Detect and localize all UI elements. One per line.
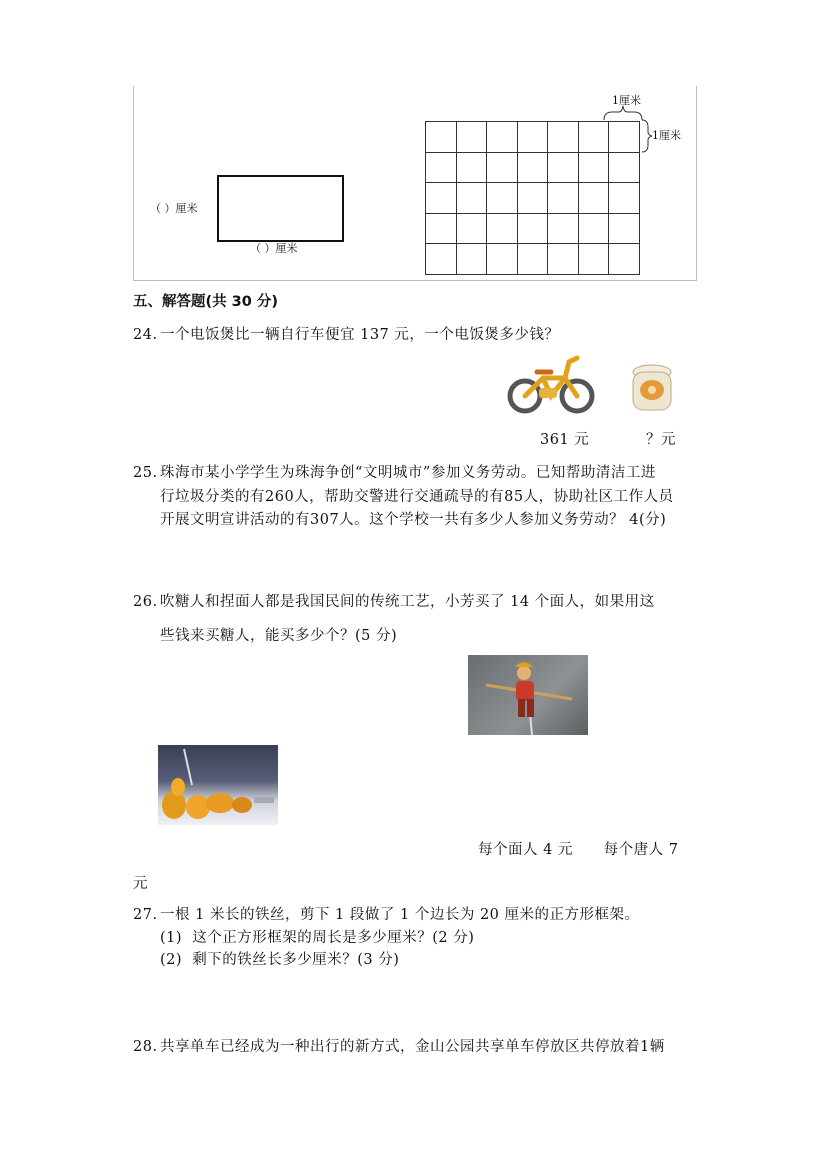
cooker-price: ？元: [646, 432, 676, 448]
q25-line1: 珠海市某小学学生为珠海争创“文明城市”参加义务劳动。已知帮助清洁工进: [160, 465, 656, 481]
q24-text: 一个电饭煲比一辆自行车便宜 137 元，一个电饭煲多少钱？: [160, 327, 560, 343]
square-grid: [425, 121, 640, 275]
q25-line3: 开展文明宣讲活动的有307人。这个学校一共有多少人参加义务劳动？ 4(分): [160, 512, 667, 528]
price-caption-wrap: 元: [133, 876, 148, 892]
q24-number: 24.: [133, 327, 158, 343]
q26-number: 26.: [133, 594, 158, 610]
q27-number: 27.: [133, 907, 158, 923]
side-brace-label: 1厘米: [652, 129, 681, 142]
q28-text: 共享单车已经成为一种出行的新方式，金山公园共享单车停放区共停放着1辆: [160, 1039, 665, 1055]
sugar-figurine-photo: [158, 745, 278, 825]
q27-text: 一根 1 米长的铁丝，剪下 1 段做了 1 个边长为 20 厘米的正方形框架。: [160, 907, 640, 923]
rectangle-figure: [217, 175, 344, 242]
q27-sub1: (1) 这个正方形框架的周长是多少厘米？(2 分): [160, 930, 475, 946]
section-title: 五、解答题(共 30 分): [133, 294, 279, 310]
top-brace-label: 1厘米: [612, 94, 641, 107]
q28-number: 28.: [133, 1039, 158, 1055]
bicycle-icon: [505, 352, 597, 416]
q26-line2: 些钱来买糖人，能买多少个？(5 分): [160, 628, 398, 644]
q25-number: 25.: [133, 465, 158, 481]
q27-sub2: (2) 剩下的铁丝长多少厘米？(3 分): [160, 952, 400, 968]
q25-line2: 行垃圾分类的有260人，帮助交警进行交通疏导的有85人，协助社区工作人员: [160, 489, 674, 505]
rice-cooker-icon: [630, 362, 674, 416]
sugar-figurine-icon: [158, 745, 278, 825]
dough-figurine-icon: [468, 655, 588, 735]
rect-width-label: （ ）厘米: [250, 242, 298, 255]
bike-price: 361 元: [540, 432, 590, 448]
dough-figurine-photo: [468, 655, 588, 735]
q26-line1: 吹糖人和捏面人都是我国民间的传统工艺，小芳买了 14 个面人，如果用这: [160, 594, 655, 610]
price-caption: 每个面人 4 元 每个唐人 7: [478, 842, 679, 858]
rect-height-label: （ ）厘米: [150, 202, 198, 215]
